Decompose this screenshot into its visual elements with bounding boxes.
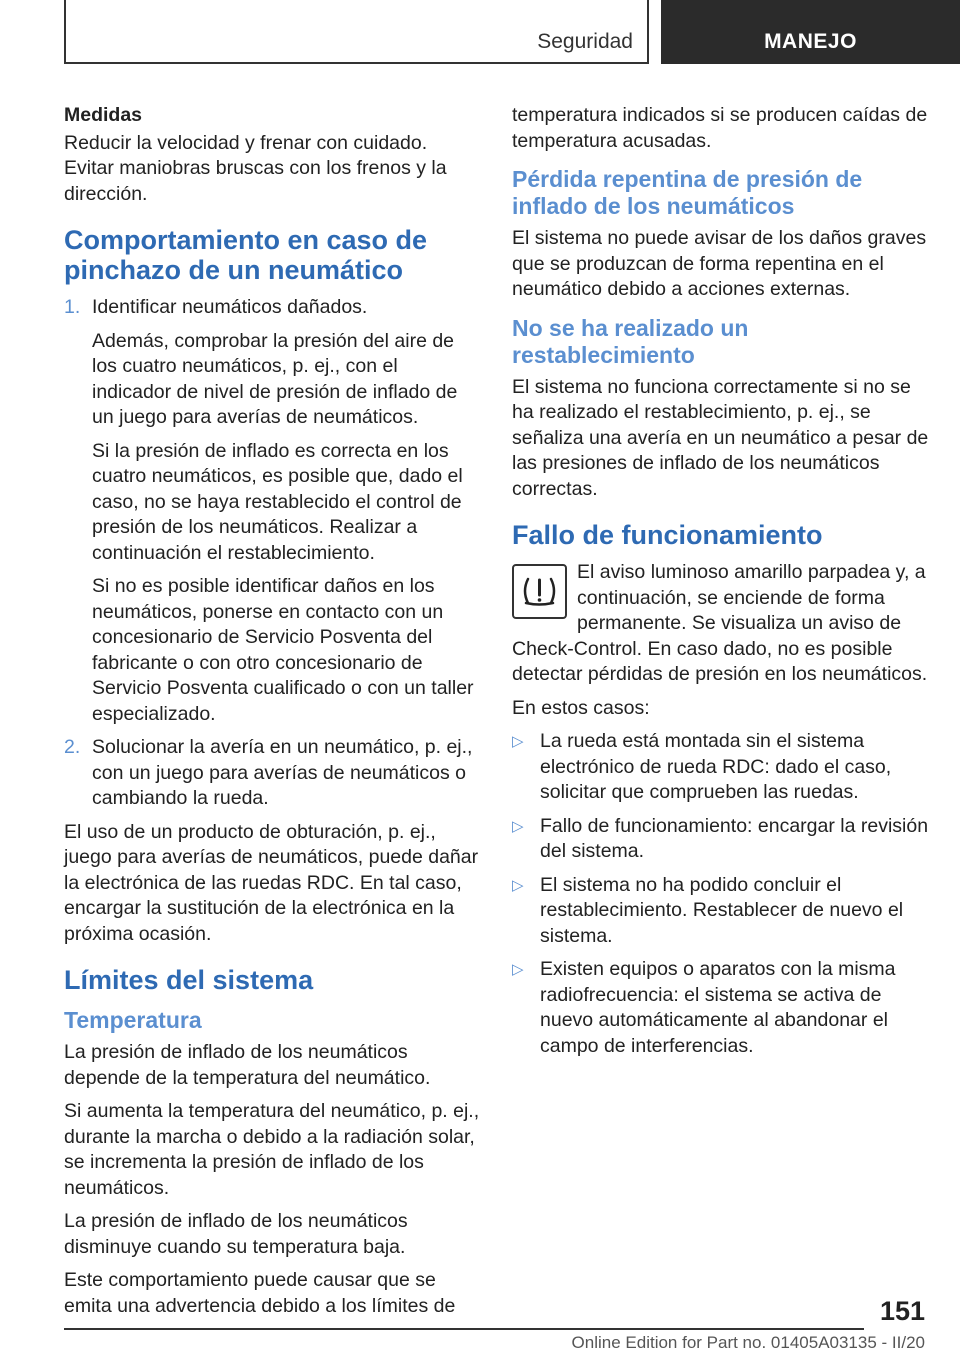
bullet-triangle-icon: ▷ xyxy=(512,733,524,750)
step-text: Solucionar la avería en un neumático, p. ej., con un juego para averías de neumáticos o cambiando la rueda. xyxy=(92,736,473,809)
list-item-text: Fallo de funcionamiento: encargar la revisión del sistema. xyxy=(540,814,929,862)
temperatura-text-3: La presión de inflado de los neumáticos disminuye cuando su temperatura baja. xyxy=(64,1210,408,1258)
right-column xyxy=(512,103,930,1067)
header-chapter-title: MANEJO xyxy=(764,30,857,53)
heading-perdida: Pérdida repentina de presión de inflado de los neumáticos xyxy=(512,166,863,219)
fallo-text: El aviso luminoso amarillo parpadea y, a continuación, se enciende de forma permanente. Se visualiza un aviso de Check-Control. En caso dado, no es posible detectar pérdidas de presión en los neumáticos. xyxy=(512,561,928,685)
page-number: 151 xyxy=(879,1296,925,1326)
list-item xyxy=(512,957,930,1059)
medidas-text: Reducir la velocidad y frenar con cuidado. Evitar maniobras bruscas con los frenos y la dirección. xyxy=(64,131,447,205)
heading-temperatura: Temperatura xyxy=(64,1007,202,1033)
bullet-triangle-icon: ▷ xyxy=(512,961,524,978)
bullet-triangle-icon: ▷ xyxy=(512,817,524,835)
temperatura-text-2: Si aumenta la temperatura del neumático, p. ej., durante la marcha o debido a la radiación solar, se incrementa la presión de inflado de los neumáticos. xyxy=(64,1100,480,1199)
perdida-text: El sistema no puede avisar de los daños graves que se produzcan de forma repentina en el neumático debido a acciones externas. xyxy=(512,227,927,300)
temperatura-text-1: La presión de inflado de los neumáticos depende de la temperatura del neumático. xyxy=(64,1041,431,1089)
heading-fallo: Fallo de funcionamiento xyxy=(512,520,823,550)
list-item xyxy=(512,729,930,806)
step-1-details xyxy=(64,329,480,728)
step-number: 2. xyxy=(64,736,81,758)
step-detail: Si la presión de inflado es correcta en los cuatro neumáticos, es posible que, dado el caso, no se haya restablecido el control de presión de los neumáticos. Realizar a continuación el restablecimiento. xyxy=(92,439,463,564)
list-item-text: El sistema no ha podido concluir el restablecimiento. Restablecer de nuevo el sistema. xyxy=(540,873,904,947)
header-chapter-tab xyxy=(661,0,960,64)
list-item-text: Existen equipos o aparatos con la misma radiofrecuencia: el sistema se activa de nuevo automáticamente al abandonar el campo de interferencias. xyxy=(540,958,896,1057)
tire-pressure-warning-icon xyxy=(512,564,567,619)
step-detail: Si no es posible identificar daños en los neumáticos, ponerse en contacto con un concesionario de Servicio Posventa del fabricante o con otro concesionario de Servicio Posventa cualificado o con un taller especializado. xyxy=(92,575,474,725)
fallo-warning-block xyxy=(512,560,930,696)
step-detail: Además, comprobar la presión del aire de los cuatro neumáticos, p. ej., con el indicador de nivel de presión de inflado de un juego para averías de neumáticos. xyxy=(92,329,458,428)
list-item xyxy=(512,873,930,950)
heading-limites: Límites del sistema xyxy=(64,965,314,995)
restablecimiento-text: El sistema no funciona correctamente si no se ha realizado el restablecimiento, p. ej., se señaliza una avería en un neumático a pesar de las presiones de inflado de los neumáticos correctas. xyxy=(512,375,929,500)
step-text: Identificar neumáticos dañados. xyxy=(92,296,368,318)
header-section-box xyxy=(64,0,649,64)
step-1 xyxy=(64,295,480,321)
header-section-title: Seguridad xyxy=(537,30,633,53)
heading-restablecimiento: No se ha realizado un restablecimiento xyxy=(512,314,749,368)
medidas-label: Medidas xyxy=(64,104,143,126)
casos-intro: En estos casos: xyxy=(512,696,650,719)
footer-divider xyxy=(64,1328,864,1330)
list-item-text: La rueda está montada sin el sistema electrónico de rueda RDC: dado el caso, solicitar que comprueben las ruedas. xyxy=(540,730,892,803)
list-item xyxy=(512,814,930,865)
bullet-triangle-icon: ▷ xyxy=(512,876,524,894)
left-column xyxy=(64,103,480,1327)
heading-pinchazo: Comportamiento en caso de pinchazo de un neumático xyxy=(64,225,428,285)
footer-edition: Online Edition for Part no. 01405A03135 - II/20 xyxy=(571,1333,925,1352)
obturacion-text: El uso de un producto de obturación, p. ej., juego para averías de neumáticos, puede dañar la electrónica de las ruedas RDC. En tal caso, encargar la sustitución de la electrónica en la próxima ocasión. xyxy=(64,820,479,945)
temperatura-continued: temperatura indicados si se producen caídas de temperatura acusadas. xyxy=(512,104,928,152)
step-2 xyxy=(64,735,480,812)
step-number: 1. xyxy=(64,296,81,318)
temperatura-text-4: Este comportamiento puede causar que se emita una advertencia debido a los límites de xyxy=(64,1269,456,1317)
